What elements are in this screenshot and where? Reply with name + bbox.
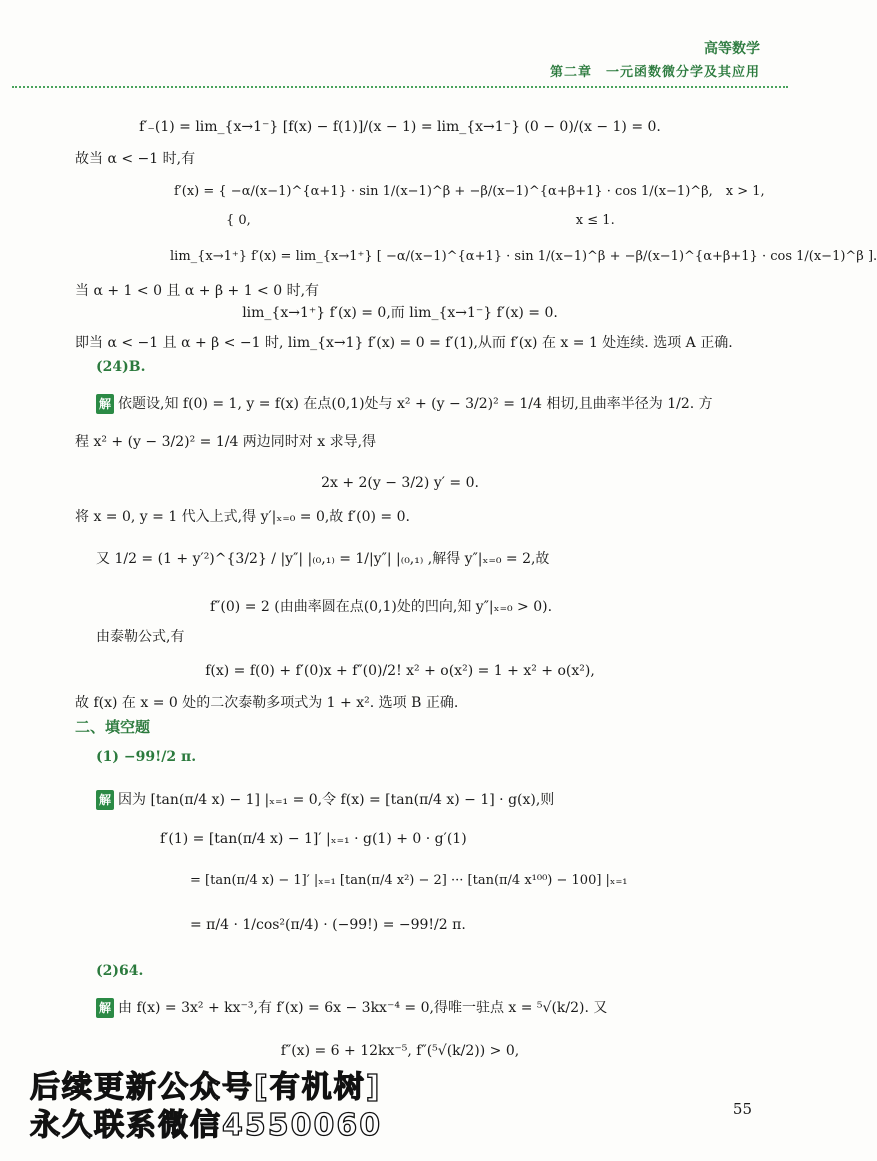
solution-line — [96, 790, 554, 810]
formula-piecewise: f′(x) = { −α/(x−1)^{α+1} · sin 1/(x−1)^β + −β/(x−1)^{α+β+1} · cos 1/(x−1)^β, x > 1, — [174, 184, 765, 199]
answer-1: (1) −99!/2 π. — [96, 749, 197, 765]
text-line: 当 α + 1 < 0 且 α + β + 1 < 0 时,有 — [75, 283, 320, 299]
formula-f-prime-1: f′(1) = [tan(π/4 x) − 1]′ |ₓ₌₁ · g(1) + 0 · g′(1) — [160, 831, 467, 847]
solution-text: 因为 [tan(π/4 x) − 1] |ₓ₌₁ = 0,令 f(x) = [tan(π/4 x) − 1] · g(x),则 — [118, 792, 555, 808]
text-line: 故当 α < −1 时,有 — [75, 151, 196, 167]
solution-text: 由 f(x) = 3x² + kx⁻³,有 f′(x) = 6x − 3kx⁻⁴ = 0,得唯一驻点 x = ⁵√(k/2). 又 — [118, 1000, 608, 1016]
text-line: 故 f(x) 在 x = 0 处的二次泰勒多项式为 1 + x². 选项 B 正确. — [75, 695, 459, 711]
subject-title: 高等数学 — [704, 41, 760, 57]
solution-line — [96, 998, 607, 1018]
section-heading: 二、填空题 — [75, 718, 151, 736]
page-header — [550, 38, 760, 80]
formula-right-limit: lim_{x→1⁺} f′(x) = lim_{x→1⁺} [ −α/(x−1)^{α+1} · sin 1/(x−1)^β + −β/(x−1)^{α+β+1} · cos 1/(x−1)^β ]. — [170, 249, 877, 264]
formula-derivative: 2x + 2(y − 3/2) y′ = 0. — [321, 475, 479, 491]
chapter-title: 第二章 一元函数微分学及其应用 — [549, 65, 760, 80]
formula-second-derivative-check: f″(x) = 6 + 12kx⁻⁵, f″(⁵√(k/2)) > 0, — [280, 1043, 520, 1059]
solution-line — [96, 394, 713, 414]
answer-24: (24)B. — [96, 359, 146, 375]
jie-badge: 解 — [96, 998, 114, 1018]
jie-badge: 解 — [96, 790, 114, 810]
watermark-line-1: 后续更新公众号[有机树] — [30, 1070, 382, 1105]
formula-limits: lim_{x→1⁺} f′(x) = 0,而 lim_{x→1⁻} f′(x) = 0. — [242, 305, 558, 321]
formula-curvature: 又 1/2 = (1 + y′²)^{3/2} / |y″| |₍₀,₁₎ = 1/|y″| |₍₀,₁₎ ,解得 y″|ₓ₌₀ = 2,故 — [96, 551, 550, 567]
text-line: 即当 α < −1 且 α + β < −1 时, lim_{x→1} f′(x) = 0 = f′(1),从而 f′(x) 在 x = 1 处连续. 选项 A 正确. — [75, 335, 733, 351]
formula-result: = π/4 · 1/cos²(π/4) · (−99!) = −99!/2 π. — [190, 917, 466, 933]
header-divider — [12, 86, 788, 88]
solution-text: 依题设,知 f(0) = 1, y = f(x) 在点(0,1)处与 x² + (y − 3/2)² = 1/4 相切,且曲率半径为 1/2. 方 — [118, 396, 713, 412]
formula-taylor: f(x) = f(0) + f′(0)x + f″(0)/2! x² + o(x²) = 1 + x² + o(x²), — [205, 663, 595, 679]
text-line: 程 x² + (y − 3/2)² = 1/4 两边同时对 x 求导,得 — [75, 434, 377, 450]
watermark-line-2: 永久联系微信4550060 — [30, 1108, 383, 1143]
formula-left-derivative: f′₋(1) = lim_{x→1⁻} [f(x) − f(1)]/(x − 1) = lim_{x→1⁻} (0 − 0)/(x − 1) = 0. — [139, 119, 661, 135]
text-line: 将 x = 0, y = 1 代入上式,得 y′|ₓ₌₀ = 0,故 f′(0) = 0. — [75, 509, 410, 525]
formula-piecewise: { 0, x ≤ 1. — [174, 213, 615, 228]
formula-second-derivative: f″(0) = 2 (由曲率圆在点(0,1)处的凹向,知 y″|ₓ₌₀ > 0). — [210, 599, 553, 615]
formula-product: = [tan(π/4 x) − 1]′ |ₓ₌₁ [tan(π/4 x²) − 2] ··· [tan(π/4 x¹⁰⁰) − 100] |ₓ₌₁ — [190, 873, 628, 888]
jie-badge: 解 — [96, 394, 114, 414]
page-number: 55 — [732, 1100, 752, 1118]
answer-2: (2)64. — [96, 963, 144, 979]
text-line: 由泰勒公式,有 — [96, 629, 185, 645]
